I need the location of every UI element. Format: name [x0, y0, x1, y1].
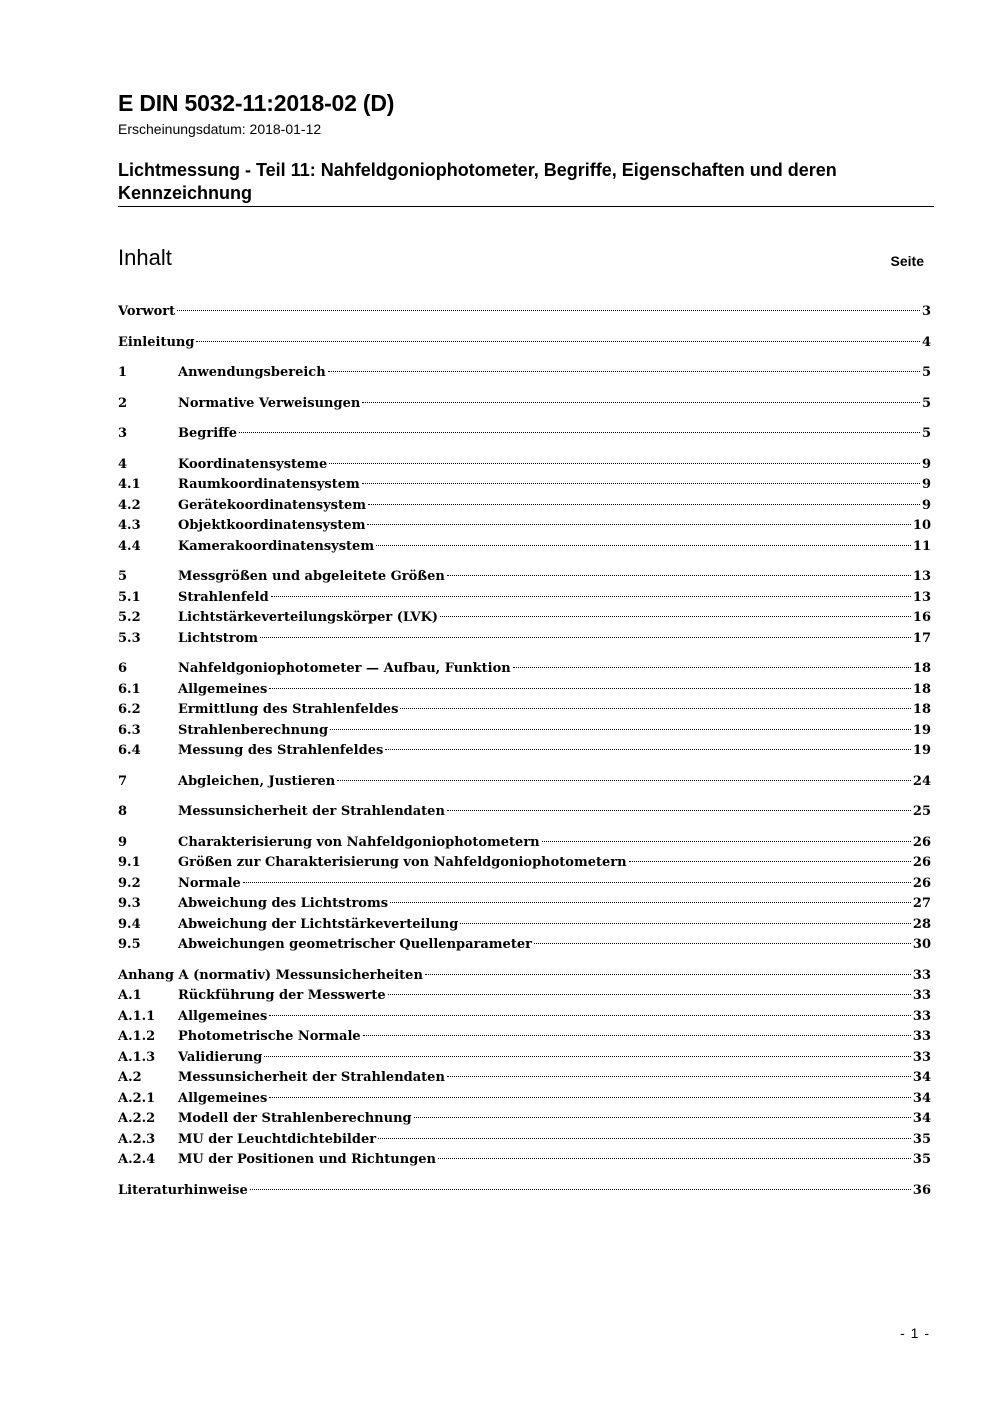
toc-entry-title: Abweichung der Lichtstärkeverteilung [178, 916, 459, 932]
toc-entry-number: 4.2 [118, 497, 141, 513]
toc-entry-number: A.2 [118, 1070, 142, 1085]
toc-leader-dots [177, 310, 920, 311]
toc-entry-title: Literaturhinweise [118, 1182, 248, 1198]
table-of-contents [118, 302, 931, 1201]
toc-entry-title: Photometrische Normale [178, 1029, 361, 1044]
toc-leader-dots [269, 688, 911, 689]
toc-entry[interactable] [118, 833, 931, 854]
toc-entry-number: 6.3 [118, 722, 141, 738]
toc-entry-title: Anwendungsbereich [178, 365, 326, 380]
toc-leader-dots [362, 483, 920, 484]
toc-entry[interactable] [118, 721, 931, 742]
toc-entry-title: Normale [178, 875, 241, 891]
toc-entry-title: Koordinatensysteme [178, 456, 328, 472]
toc-entry-title: Allgemeines [178, 1090, 268, 1106]
toc-entry-number: 5.1 [118, 589, 141, 605]
toc-entry-number: A.2.1 [118, 1090, 156, 1106]
toc-entry-page: 19 [912, 743, 931, 758]
toc-entry-page: 26 [912, 855, 931, 870]
toc-leader-dots [438, 1158, 911, 1159]
toc-entry-page: 30 [912, 937, 931, 952]
toc-entry[interactable] [118, 894, 931, 915]
toc-entry[interactable] [118, 1027, 931, 1048]
toc-leader-dots [337, 780, 911, 781]
toc-entry-number: A.2.4 [118, 1152, 156, 1167]
toc-entry[interactable] [118, 629, 931, 650]
toc-entry-title: Normative Verweisungen [178, 395, 361, 411]
toc-entry[interactable] [118, 1068, 931, 1089]
toc-leader-dots [425, 974, 911, 975]
toc-entry[interactable] [118, 475, 931, 496]
toc-entry-title: Nahfeldgoniophotometer — Aufbau, Funktion [178, 661, 511, 676]
toc-entry-number: 9.5 [118, 937, 141, 952]
toc-entry-page: 17 [912, 630, 931, 646]
toc-entry-number: 8 [118, 804, 128, 819]
toc-entry-title: Rückführung der Messwerte [178, 988, 386, 1003]
toc-entry-page: 33 [912, 988, 931, 1003]
toc-leader-dots [269, 1015, 911, 1016]
toc-leader-dots [368, 504, 920, 505]
toc-entry-page: 34 [912, 1070, 931, 1085]
toc-entry-title: Vorwort [118, 304, 176, 319]
toc-entry[interactable] [118, 496, 931, 517]
toc-leader-dots [447, 810, 911, 811]
toc-entry-page: 18 [912, 681, 931, 697]
toc-entry[interactable] [118, 1007, 931, 1028]
toc-leader-dots [264, 1056, 911, 1057]
toc-leader-dots [239, 432, 920, 433]
toc-entry-number: A.2.3 [118, 1131, 156, 1147]
toc-entry-title: Gerätekoordinatensystem [178, 497, 366, 513]
toc-entry-number: 4.4 [118, 538, 141, 554]
toc-leader-dots [363, 1035, 911, 1036]
toc-entry[interactable] [118, 333, 931, 354]
toc-leader-dots [542, 841, 911, 842]
toc-entry-title: Strahlenberechnung [178, 722, 329, 738]
toc-entry[interactable] [118, 1130, 931, 1151]
toc-entry-title: Einleitung [118, 334, 195, 350]
toc-entry-page: 35 [912, 1152, 931, 1167]
toc-entry-title: Allgemeines [178, 1008, 268, 1024]
toc-entry[interactable] [118, 966, 931, 987]
toc-leader-dots [390, 902, 911, 903]
toc-entry-page: 26 [912, 834, 931, 850]
toc-entry[interactable] [118, 986, 931, 1007]
toc-leader-dots [367, 524, 910, 525]
toc-entry-number: 9.2 [118, 875, 141, 891]
toc-entry-number: 5 [118, 569, 128, 584]
toc-leader-dots [440, 616, 911, 617]
date-label: Erscheinungsdatum: [118, 121, 246, 137]
title-rule [118, 206, 934, 207]
document-id: E DIN 5032-11:2018-02 (D) [118, 90, 395, 116]
toc-entry[interactable] [118, 1089, 931, 1110]
toc-leader-dots [250, 1189, 911, 1190]
toc-entry-number: A.1 [118, 988, 142, 1003]
toc-leader-dots [447, 1076, 911, 1077]
toc-entry-page: 9 [921, 477, 931, 492]
publication-date [118, 121, 321, 137]
toc-entry-number: 9 [118, 834, 128, 850]
toc-entry-number: 4.1 [118, 477, 141, 492]
toc-entry-page: 25 [912, 804, 931, 819]
toc-entry-title: Strahlenfeld [178, 589, 269, 605]
toc-leader-dots [376, 545, 911, 546]
toc-entry-number: 6.2 [118, 702, 141, 717]
toc-entry-title: Abgleichen, Justieren [178, 773, 336, 789]
toc-entry[interactable] [118, 874, 931, 895]
toc-entry[interactable] [118, 608, 931, 629]
toc-entry-number: 1 [118, 365, 128, 380]
toc-leader-dots [460, 923, 911, 924]
toc-entry-page: 18 [912, 702, 931, 717]
toc-entry-page: 4 [921, 334, 931, 350]
toc-entry-title: Ermittlung des Strahlenfeldes [178, 702, 399, 717]
toc-entry[interactable] [118, 302, 931, 323]
toc-entry-number: 5.2 [118, 610, 141, 625]
toc-leader-dots [414, 1117, 911, 1118]
toc-entry-title: MU der Positionen und Richtungen [178, 1152, 437, 1167]
toc-entry[interactable] [118, 853, 931, 874]
toc-entry-page: 5 [921, 426, 931, 441]
toc-entry-page: 34 [912, 1090, 931, 1106]
toc-entry-page: 35 [912, 1131, 931, 1147]
toc-entry-title: Objektkoordinatensystem [178, 518, 366, 533]
toc-entry-title: Validierung [178, 1049, 263, 1065]
toc-entry-page: 33 [912, 1049, 931, 1065]
toc-entry[interactable] [118, 537, 931, 558]
toc-entry-number: 3 [118, 426, 128, 441]
toc-entry-number: 4 [118, 456, 128, 472]
toc-entry[interactable] [118, 680, 931, 701]
toc-entry-page: 18 [912, 661, 931, 676]
toc-entry[interactable] [118, 1181, 931, 1202]
toc-entry-number: 6.1 [118, 681, 141, 697]
toc-leader-dots [629, 861, 911, 862]
toc-entry-number: A.1.3 [118, 1049, 156, 1065]
toc-entry-page: 33 [912, 1008, 931, 1024]
toc-entry-page: 19 [912, 722, 931, 738]
toc-entry-title: Messunsicherheit der Strahlendaten [178, 804, 445, 819]
toc-entry-title: Modell der Strahlenberechnung [178, 1111, 412, 1126]
toc-entry-page: 24 [912, 773, 931, 789]
toc-leader-dots [271, 596, 911, 597]
toc-entry-number: 9.4 [118, 916, 141, 932]
toc-entry-page: 5 [921, 365, 931, 380]
toc-entry-title: Allgemeines [178, 681, 268, 697]
toc-entry[interactable] [118, 455, 931, 476]
toc-leader-dots [385, 749, 911, 750]
toc-entry-title: Kamerakoordinatensystem [178, 538, 375, 554]
toc-entry[interactable] [118, 1109, 931, 1130]
toc-entry-page: 9 [921, 497, 931, 513]
toc-entry-page: 26 [912, 875, 931, 891]
toc-entry-page: 34 [912, 1111, 931, 1126]
toc-leader-dots [534, 943, 911, 944]
toc-entry-number: A.1.2 [118, 1029, 156, 1044]
toc-entry-page: 11 [912, 538, 931, 554]
toc-entry-title: Anhang A (normativ) Messunsicherheiten [118, 967, 423, 983]
toc-leader-dots [329, 463, 920, 464]
toc-entry[interactable] [118, 567, 931, 588]
toc-entry-title: Lichtstärkeverteilungskörper (LVK) [178, 610, 439, 625]
toc-entry-number: 9.1 [118, 855, 141, 870]
document-title: Lichtmessung - Teil 11: Nahfeldgoniophotometer, Begriffe, Eigenschaften und deren Kennzeichnung [118, 160, 837, 203]
toc-page-label: Seite [890, 253, 924, 269]
toc-entry[interactable] [118, 659, 931, 680]
toc-entry[interactable] [118, 741, 931, 762]
toc-entry[interactable] [118, 363, 931, 384]
toc-entry-page: 13 [912, 569, 931, 584]
toc-entry-title: Lichtstrom [178, 630, 259, 646]
toc-entry[interactable] [118, 1048, 931, 1069]
toc-leader-dots [447, 575, 911, 576]
toc-entry[interactable] [118, 935, 931, 956]
toc-entry-number: 6.4 [118, 743, 141, 758]
toc-entry-title: Raumkoordinatensystem [178, 477, 360, 492]
toc-entry-title: Charakterisierung von Nahfeldgoniophotometern [178, 834, 540, 850]
toc-entry-number: 9.3 [118, 896, 141, 911]
toc-entry-page: 27 [912, 896, 931, 911]
toc-leader-dots [196, 341, 920, 342]
toc-entry-title: MU der Leuchtdichtebilder [178, 1131, 377, 1147]
toc-entry[interactable] [118, 700, 931, 721]
toc-entry-number: A.1.1 [118, 1008, 156, 1024]
toc-leader-dots [330, 729, 911, 730]
toc-heading: Inhalt [118, 245, 172, 270]
toc-entry-page: 9 [921, 456, 931, 472]
toc-entry-page: 10 [912, 518, 931, 533]
toc-leader-dots [378, 1138, 911, 1139]
toc-entry[interactable] [118, 802, 931, 823]
toc-leader-dots [362, 402, 920, 403]
toc-entry-page: 5 [921, 395, 931, 411]
toc-entry-number: 4.3 [118, 518, 141, 533]
toc-entry-page: 33 [912, 967, 931, 983]
page-number: - 1 - [900, 1325, 930, 1341]
toc-entry-number: A.2.2 [118, 1111, 156, 1126]
toc-leader-dots [400, 708, 911, 709]
toc-entry-number: 7 [118, 773, 128, 789]
toc-entry-title: Abweichungen geometrischer Quellenparameter [178, 937, 532, 952]
toc-entry-title: Messung des Strahlenfeldes [178, 743, 384, 758]
toc-entry[interactable] [118, 915, 931, 936]
toc-entry-number: 5.3 [118, 630, 141, 646]
toc-leader-dots [269, 1097, 911, 1098]
toc-entry-title: Größen zur Charakterisierung von Nahfeldgoniophotometern [178, 855, 627, 870]
toc-entry[interactable] [118, 516, 931, 537]
toc-entry-number: 2 [118, 395, 128, 411]
toc-entry[interactable] [118, 1150, 931, 1171]
toc-leader-dots [513, 667, 911, 668]
toc-leader-dots [260, 637, 911, 638]
toc-entry-title: Begriffe [178, 426, 238, 441]
toc-entry-number: 6 [118, 661, 128, 676]
toc-leader-dots [243, 882, 911, 883]
toc-entry[interactable] [118, 588, 931, 609]
toc-entry-page: 36 [912, 1182, 931, 1198]
toc-entry-page: 28 [912, 916, 931, 932]
toc-entry[interactable] [118, 772, 931, 793]
toc-entry-page: 16 [912, 610, 931, 625]
date-value: 2018-01-12 [249, 121, 322, 137]
toc-leader-dots [328, 371, 920, 372]
toc-entry-title: Messunsicherheit der Strahlendaten [178, 1070, 445, 1085]
toc-entry-title: Abweichung des Lichtstroms [178, 896, 389, 911]
toc-entry-page: 33 [912, 1029, 931, 1044]
toc-entry[interactable] [118, 394, 931, 415]
toc-entry-page: 3 [921, 304, 931, 319]
toc-entry[interactable] [118, 424, 931, 445]
toc-entry-title: Messgrößen und abgeleitete Größen [178, 569, 445, 584]
toc-leader-dots [388, 994, 911, 995]
toc-entry-page: 13 [912, 589, 931, 605]
